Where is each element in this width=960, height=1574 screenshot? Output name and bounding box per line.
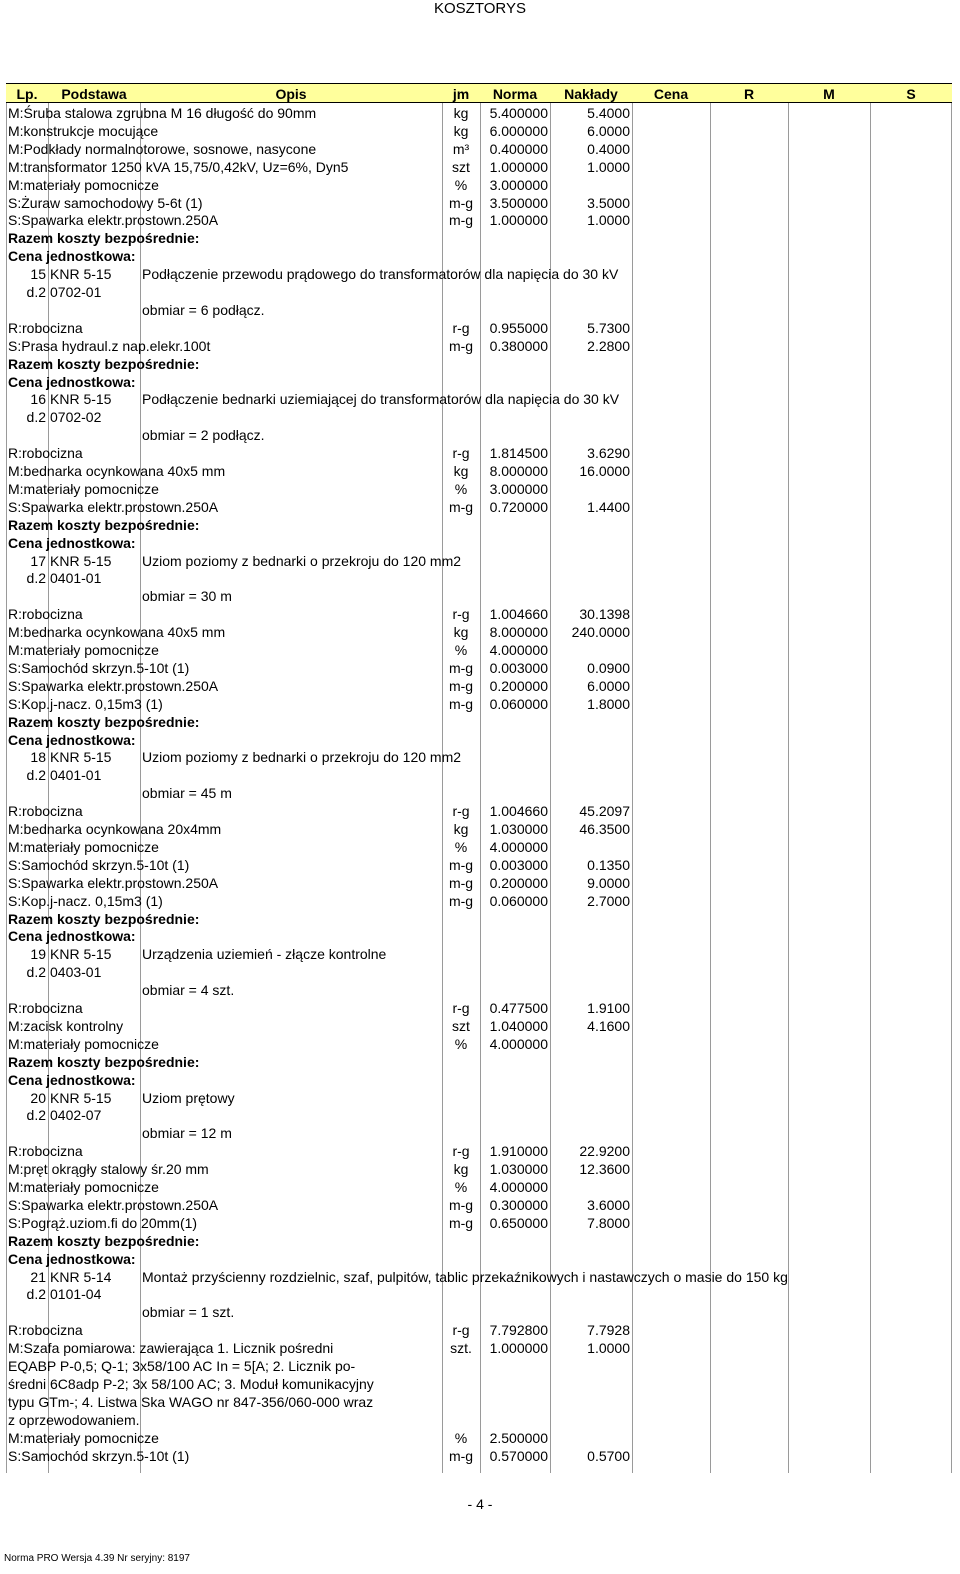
table-row [6, 265, 952, 283]
row-description: R:robocizna [8, 1322, 83, 1339]
row-norma: 0.380000 [489, 337, 548, 354]
table-row [6, 1053, 952, 1071]
col-norma-header: Norma [492, 86, 538, 102]
row-naklady: 2.7000 [587, 892, 630, 909]
col-cena-header: Cena [653, 86, 689, 102]
row-naklady [550, 1429, 630, 1447]
row-unit: m-g [448, 856, 474, 873]
table-row [6, 194, 952, 212]
table-row [6, 283, 952, 301]
row-naklady: 1.8000 [587, 695, 630, 712]
row-naklady: 1.9100 [587, 1000, 630, 1016]
table-row [6, 211, 952, 229]
row-base: KNR 5-15 [50, 391, 112, 408]
row-naklady: 1.0000 [587, 158, 630, 175]
row-description: M:Podkłady normalnotorowe, sosnowe, nasycone [8, 140, 317, 157]
row-obmiar: obmiar = 6 podłącz. [142, 301, 265, 318]
table-row [6, 981, 952, 999]
row-norma: 0.003000 [489, 856, 548, 873]
row-description: z oprzewodowaniem. [8, 1411, 140, 1428]
row-norma: 1.004660 [489, 803, 548, 820]
row-unit: % [454, 480, 468, 497]
row-position-number: 20 [30, 1089, 46, 1106]
row-naklady: 22.9200 [579, 1143, 630, 1160]
row-position-description: Uziom prętowy [142, 1089, 235, 1106]
row-unit: r-g [452, 1000, 470, 1016]
row-naklady: 0.4000 [587, 140, 630, 157]
row-naklady: 16.0000 [579, 463, 630, 479]
row-norma: 0.200000 [489, 874, 548, 891]
table-row [6, 534, 952, 552]
row-unit: r-g [452, 1143, 470, 1160]
row-description: EQABP P-0,5; Q-1; 3x58/100 AC In = 5[A; 2. Licznik po- [8, 1358, 356, 1374]
row-position-number: d.2 [26, 1107, 46, 1124]
table-row [6, 498, 952, 516]
table-row [6, 1285, 952, 1303]
table-row [6, 1447, 952, 1465]
row-unit: % [454, 642, 468, 658]
table-row [6, 247, 952, 265]
row-naklady: 12.3600 [579, 1161, 630, 1178]
row-position-number: d.2 [26, 570, 46, 587]
row-description: S:Kop.j-nacz. 0,15m3 (1) [8, 695, 163, 712]
row-description: R:robocizna [8, 803, 83, 820]
table-row [6, 856, 952, 874]
table-row [6, 1142, 952, 1160]
row-norma: 4.000000 [489, 642, 548, 658]
row-sum-label: Cena jednostkowa: [8, 928, 136, 945]
row-norma: 1.000000 [489, 158, 548, 175]
col-naklady-header: Nakłady [564, 86, 618, 102]
row-sum-label: Cena jednostkowa: [8, 373, 136, 390]
row-norma: 3.000000 [489, 480, 548, 497]
row-position-description: Uziom poziomy z bednarki o przekroju do 120 mm2 [142, 749, 462, 766]
page-number: - 4 - [467, 1496, 493, 1512]
row-position-description: Podłączenie bednarki uziemiającej do transformatorów dla napięcia do 30 kV [142, 391, 620, 408]
row-position-description: Uziom poziomy z bednarki o przekroju do 120 mm2 [142, 552, 462, 569]
table-row [6, 1124, 952, 1142]
row-unit: m-g [448, 194, 474, 211]
row-description: S:Kop.j-nacz. 0,15m3 (1) [8, 892, 163, 909]
row-unit: kg [453, 105, 469, 121]
table-row [6, 301, 952, 319]
row-naklady [550, 641, 630, 659]
row-description: M:Śruba stalowa zgrubna M 16 długość do 90mm [8, 105, 317, 121]
table-row [6, 713, 952, 731]
row-norma: 0.720000 [489, 498, 548, 515]
row-position-number: 15 [30, 266, 46, 283]
row-norma: 4.000000 [489, 1035, 548, 1052]
table-row [6, 1357, 952, 1375]
row-obmiar: obmiar = 12 m [142, 1125, 232, 1142]
row-sum-label: Razem koszty bezpośrednie: [8, 713, 200, 730]
row-naklady: 5.4000 [587, 105, 630, 121]
table-row [6, 623, 952, 641]
row-description: S:Spawarka elektr.prostown.250A [8, 1196, 219, 1213]
table-row [6, 444, 952, 462]
row-position-number: 17 [30, 552, 46, 569]
table-row [6, 731, 952, 749]
table-row [6, 892, 952, 910]
table-row [6, 158, 952, 176]
row-position-number: d.2 [26, 284, 46, 300]
row-naklady: 2.2800 [587, 337, 630, 354]
table-row [6, 1339, 952, 1357]
table-row [6, 820, 952, 838]
table-row [6, 1429, 952, 1447]
row-description: S:Spawarka elektr.prostown.250A [8, 874, 219, 891]
row-sum-label: Cena jednostkowa: [8, 1250, 136, 1267]
row-unit: szt [452, 158, 470, 175]
row-sum-label: Cena jednostkowa: [8, 248, 136, 265]
row-description: M:bednarka ocynkowana 20x4mm [8, 821, 222, 837]
row-description: S:Pogrąż.uziom.fi do 20mm(1) [8, 1214, 198, 1231]
row-unit: m-g [448, 677, 474, 694]
row-norma: 0.400000 [489, 140, 548, 157]
row-description: M:Szafa pomiarowa: zawierająca 1. Licznik pośredni [8, 1340, 334, 1357]
row-description: M:materiały pomocnicze [8, 838, 159, 855]
row-description: S:Samochód skrzyn.5-10t (1) [8, 659, 190, 676]
table-row [6, 910, 952, 928]
row-unit: m-g [448, 212, 474, 229]
table-row [6, 355, 952, 373]
row-unit: szt. [450, 1340, 472, 1357]
row-norma: 0.650000 [489, 1214, 548, 1231]
row-description: S:Spawarka elektr.prostown.250A [8, 498, 219, 515]
row-base: KNR 5-15 [50, 266, 112, 283]
row-sum-label: Cena jednostkowa: [8, 731, 136, 748]
row-description: S:Żuraw samochodowy 5-6t (1) [8, 194, 203, 211]
row-norma: 0.060000 [489, 892, 548, 909]
table-row [6, 516, 952, 534]
table-row [6, 1035, 952, 1053]
row-description: M:bednarka ocynkowana 40x5 mm [8, 463, 226, 479]
row-norma: 1.814500 [489, 445, 548, 462]
row-naklady: 5.7300 [587, 319, 630, 336]
row-naklady: 9.0000 [587, 874, 630, 891]
row-position-number: d.2 [26, 767, 46, 784]
row-description: R:robocizna [8, 1143, 83, 1160]
row-norma: 3.000000 [489, 176, 548, 193]
table-row [6, 462, 952, 480]
row-naklady: 30.1398 [579, 606, 630, 623]
row-sum-label: Razem koszty bezpośrednie: [8, 516, 200, 533]
row-description: M:materiały pomocnicze [8, 1429, 159, 1446]
col-m-header: M [823, 86, 835, 102]
row-norma: 1.000000 [489, 1340, 548, 1357]
row-unit: % [454, 1035, 468, 1052]
row-naklady [550, 176, 630, 194]
table-row [6, 569, 952, 587]
row-norma: 1.030000 [489, 821, 548, 837]
row-naklady: 1.4400 [587, 498, 630, 515]
row-base: KNR 5-15 [50, 749, 112, 766]
table-row [6, 1268, 952, 1286]
row-norma: 1.004660 [489, 606, 548, 623]
row-norma: 0.060000 [489, 695, 548, 712]
row-unit: r-g [452, 445, 470, 462]
row-base: 0403-01 [50, 964, 102, 981]
row-description: S:Samochód skrzyn.5-10t (1) [8, 1447, 190, 1464]
col-s-header: S [906, 86, 916, 102]
row-norma: 4.000000 [489, 838, 548, 855]
row-naklady: 6.0000 [587, 122, 630, 139]
row-position-number: d.2 [26, 964, 46, 981]
table-row [6, 874, 952, 892]
row-unit: m-g [448, 1214, 474, 1231]
row-naklady: 46.3500 [579, 821, 630, 837]
table-row [6, 587, 952, 605]
row-description: M:materiały pomocnicze [8, 1179, 159, 1195]
row-unit: % [454, 838, 468, 855]
row-norma: 1.030000 [489, 1161, 548, 1178]
row-norma: 0.570000 [489, 1447, 548, 1464]
row-unit: m-g [448, 1447, 474, 1464]
row-description: S:Spawarka elektr.prostown.250A [8, 212, 219, 229]
table-row [6, 319, 952, 337]
row-position-number: 18 [30, 749, 46, 766]
row-unit: m-g [448, 659, 474, 676]
table-row [6, 963, 952, 981]
row-norma: 8.000000 [489, 463, 548, 479]
table-row [6, 1303, 952, 1321]
row-position-description: Montaż przyścienny rozdzielnic, szaf, pulpitów, tablic przekaźnikowych i nastawczych o masie do 150 kg [142, 1268, 788, 1285]
row-position-description: Urządzenia uziemień - złącze kontrolne [142, 946, 387, 963]
row-naklady: 1.0000 [587, 212, 630, 229]
row-norma: 1.910000 [489, 1143, 548, 1160]
table-row [6, 1089, 952, 1107]
row-norma: 0.477500 [489, 1000, 548, 1016]
row-position-number: 21 [30, 1268, 46, 1285]
row-description: R:robocizna [8, 319, 83, 336]
table-row [6, 176, 952, 194]
row-base: 0401-01 [50, 570, 102, 587]
row-obmiar: obmiar = 30 m [142, 588, 232, 605]
row-naklady: 3.5000 [587, 194, 630, 211]
row-description: M:transformator 1250 kVA 15,75/0,42kV, Uz=6%, Dyn5 [8, 158, 349, 175]
row-unit: kg [453, 821, 469, 837]
table-row [6, 552, 952, 570]
table-header [6, 83, 952, 103]
row-naklady: 3.6000 [587, 1196, 630, 1213]
table-row [6, 229, 952, 247]
row-base: 0101-04 [50, 1286, 102, 1303]
row-unit: m-g [448, 498, 474, 515]
row-description: M:materiały pomocnicze [8, 176, 159, 193]
table-row [6, 838, 952, 856]
row-description: M:zacisk kontrolny [8, 1017, 124, 1034]
row-unit: r-g [452, 1322, 470, 1339]
row-norma: 0.003000 [489, 659, 548, 676]
table-row [6, 408, 952, 426]
row-naklady: 6.0000 [587, 677, 630, 694]
row-naklady: 0.1350 [587, 856, 630, 873]
table-row [6, 1017, 952, 1035]
table-row [6, 802, 952, 820]
row-naklady [550, 838, 630, 856]
table-row [6, 1106, 952, 1124]
row-base: KNR 5-15 [50, 552, 112, 569]
table-row [6, 1214, 952, 1232]
row-position-number: 19 [30, 946, 46, 963]
row-unit: r-g [452, 319, 470, 336]
row-unit: kg [453, 463, 469, 479]
table-row [6, 104, 952, 122]
table-row [6, 695, 952, 713]
table-row [6, 659, 952, 677]
row-description: M:pręt okrągły stalowy śr.20 mm [8, 1161, 209, 1178]
table-row [6, 140, 952, 158]
table-row [6, 1411, 952, 1429]
row-norma: 7.792800 [489, 1322, 548, 1339]
document-title: KOSZTORYS [434, 0, 526, 17]
row-naklady: 4.1600 [587, 1017, 630, 1034]
table-row [6, 766, 952, 784]
row-unit: szt [452, 1017, 470, 1034]
row-norma: 1.040000 [489, 1017, 548, 1034]
table-row [6, 605, 952, 623]
row-naklady: 7.8000 [587, 1214, 630, 1231]
cost-table [6, 83, 952, 1473]
table-row [6, 1321, 952, 1339]
row-unit: r-g [452, 606, 470, 623]
row-sum-label: Razem koszty bezpośrednie: [8, 230, 200, 247]
table-row [6, 122, 952, 140]
row-description: R:robocizna [8, 606, 83, 623]
table-row [6, 1393, 952, 1411]
row-naklady: 3.6290 [587, 445, 630, 462]
row-position-description: Podłączenie przewodu prądowego do transformatorów dla napięcia do 30 kV [142, 266, 619, 283]
row-sum-label: Razem koszty bezpośrednie: [8, 355, 200, 372]
row-norma: 3.500000 [489, 194, 548, 211]
row-naklady: 45.2097 [579, 803, 630, 820]
table-row [6, 641, 952, 659]
row-description: M:konstrukcje mocujące [8, 122, 159, 139]
table-row [6, 945, 952, 963]
row-base: 0702-02 [50, 409, 102, 426]
row-base: 0702-01 [50, 284, 102, 300]
row-naklady [550, 1035, 630, 1053]
row-base: 0402-07 [50, 1107, 102, 1124]
row-unit: m-g [448, 695, 474, 712]
row-norma: 4.000000 [489, 1179, 548, 1195]
row-norma: 2.500000 [489, 1429, 548, 1446]
table-row [6, 337, 952, 355]
row-unit: kg [453, 122, 469, 139]
row-naklady: 7.7928 [587, 1322, 630, 1339]
table-row [6, 426, 952, 444]
row-sum-label: Razem koszty bezpośrednie: [8, 1232, 200, 1249]
row-unit: kg [453, 1161, 469, 1178]
row-norma: 5.400000 [489, 105, 548, 121]
table-row [6, 1178, 952, 1196]
row-sum-label: Razem koszty bezpośrednie: [8, 1053, 200, 1070]
table-row [6, 927, 952, 945]
table-row [6, 677, 952, 695]
table-row [6, 1375, 952, 1393]
row-sum-label: Razem koszty bezpośrednie: [8, 910, 200, 927]
col-r-header: R [743, 86, 755, 102]
table-row [6, 1071, 952, 1089]
table-row [6, 1196, 952, 1214]
row-norma: 6.000000 [489, 122, 548, 139]
row-norma: 0.300000 [489, 1196, 548, 1213]
row-unit: r-g [452, 803, 470, 820]
col-opis-header: Opis [275, 86, 307, 102]
row-naklady: 0.0900 [587, 659, 630, 676]
row-unit: % [454, 1429, 468, 1446]
row-unit: % [454, 176, 468, 193]
row-unit: m-g [448, 337, 474, 354]
col-lp-header: Lp. [16, 86, 38, 102]
table-row [6, 748, 952, 766]
row-base: 0401-01 [50, 767, 102, 784]
row-description: M:bednarka ocynkowana 40x5 mm [8, 624, 226, 641]
row-norma: 1.000000 [489, 212, 548, 229]
row-position-number: d.2 [26, 1286, 46, 1303]
row-description: M:materiały pomocnicze [8, 642, 159, 658]
row-unit: m-g [448, 874, 474, 891]
table-row [6, 1232, 952, 1250]
row-description: R:robocizna [8, 1000, 83, 1016]
row-base: KNR 5-15 [50, 946, 112, 963]
row-obmiar: obmiar = 1 szt. [142, 1304, 235, 1321]
row-unit: kg [453, 624, 469, 641]
row-unit: m-g [448, 1196, 474, 1213]
row-naklady: 1.0000 [587, 1340, 630, 1357]
row-description: R:robocizna [8, 445, 83, 462]
table-row [6, 373, 952, 391]
row-naklady [550, 480, 630, 498]
row-norma: 0.200000 [489, 677, 548, 694]
row-base: KNR 5-14 [50, 1268, 112, 1285]
row-naklady: 0.5700 [587, 1447, 630, 1464]
row-description: S:Prasa hydraul.z nap.elekr.100t [8, 337, 211, 354]
row-obmiar: obmiar = 45 m [142, 785, 232, 802]
row-unit: m-g [448, 892, 474, 909]
row-position-number: d.2 [26, 409, 46, 426]
footer-version: Norma PRO Wersja 4.39 Nr seryjny: 8197 [4, 1553, 190, 1564]
row-naklady [550, 1178, 630, 1196]
row-naklady: 240.0000 [571, 624, 630, 641]
row-norma: 8.000000 [489, 624, 548, 641]
row-description: M:materiały pomocnicze [8, 480, 159, 497]
row-description: M:materiały pomocnicze [8, 1035, 159, 1052]
row-description: średni 6C8adp P-2; 3x 58/100 AC; 3. Moduł komunikacyjny [8, 1375, 374, 1392]
row-unit: % [454, 1179, 468, 1195]
row-norma: 0.955000 [489, 319, 548, 336]
row-position-number: 16 [30, 391, 46, 408]
row-description: S:Samochód skrzyn.5-10t (1) [8, 856, 190, 873]
row-obmiar: obmiar = 4 szt. [142, 982, 235, 999]
table-row [6, 999, 952, 1017]
col-podstawa-header: Podstawa [61, 86, 127, 102]
table-row [6, 390, 952, 408]
row-obmiar: obmiar = 2 podłącz. [142, 427, 265, 444]
row-sum-label: Cena jednostkowa: [8, 1071, 136, 1088]
table-row [6, 1160, 952, 1178]
row-description: S:Spawarka elektr.prostown.250A [8, 677, 219, 694]
row-sum-label: Cena jednostkowa: [8, 534, 136, 551]
row-unit: m³ [452, 140, 470, 157]
table-row [6, 1250, 952, 1268]
col-jm-header: jm [452, 86, 470, 102]
row-description: typu GTm-; 4. Listwa Ska WAGO nr 847-356/060-000 wraz [8, 1393, 374, 1410]
table-row [6, 480, 952, 498]
row-base: KNR 5-15 [50, 1089, 112, 1106]
table-row [6, 784, 952, 802]
